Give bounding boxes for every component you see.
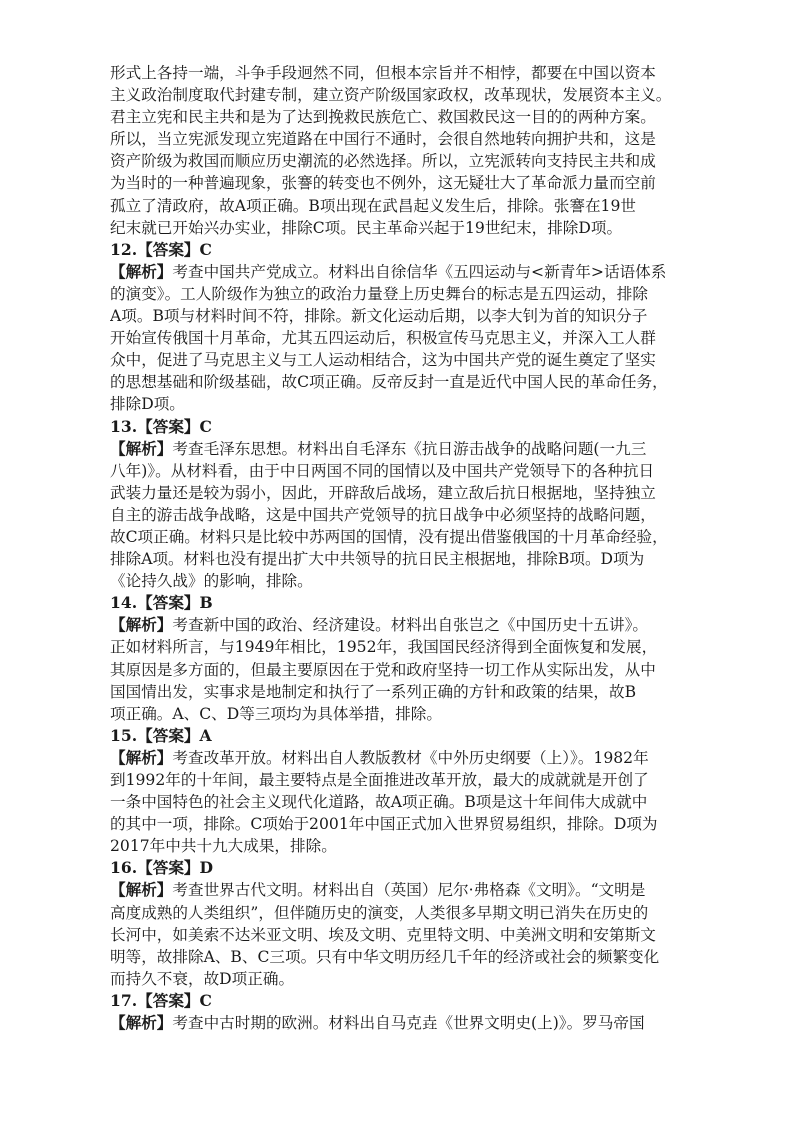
answer-line-14 xyxy=(110,592,684,614)
answer-value: C xyxy=(199,416,212,436)
analysis-text: 考查改革开放。材料出自人教版教材《中外历史纲要（上）》。1982年 xyxy=(172,748,649,767)
text-line: 自主的游击战争战略，这是中国共产党领导的抗日战争中必须坚持的战略问题， xyxy=(110,505,656,524)
question-number: 17. xyxy=(110,990,138,1010)
question-number: 16. xyxy=(110,858,138,878)
analysis-tag: 【解析】 xyxy=(110,261,173,281)
text-line: 故C项正确。材料只是比较中苏两国的国情，没有提出借鉴俄国的十月革命经验， xyxy=(110,527,668,546)
analysis-tag: 【解析】 xyxy=(110,880,173,900)
question-number: 13. xyxy=(110,416,138,436)
text-line xyxy=(110,747,684,769)
analysis-tag: 【解析】 xyxy=(110,1013,173,1033)
analysis-paragraph-14 xyxy=(110,614,684,724)
answer-line-15 xyxy=(110,725,684,747)
text-line: 八年)》。从材料看，由于中日两国不同的国情以及中国共产党领导下的各种抗日 xyxy=(110,461,655,480)
analysis-text: 考查世界古代文明。材料出自（英国）尼尔·弗格森《文明》。“文明是 xyxy=(172,881,646,900)
intro-paragraph xyxy=(110,62,684,239)
analysis-paragraph-12 xyxy=(110,261,684,416)
analysis-text: 考查中古时期的欧洲。材料出自马克垚《世界文明史(上)》。罗马帝国 xyxy=(172,1014,645,1033)
text-line xyxy=(110,614,684,636)
text-line: 开始宣传俄国十月革命，尤其五四运动后，积极宣传马克思主义，并深入工人群 xyxy=(110,329,656,348)
text-line: 排除D项。 xyxy=(110,395,185,414)
text-line: 的演变》。工人阶级作为独立的政治力量登上历史舞台的标志是五四运动，排除 xyxy=(110,284,648,303)
answer-value: C xyxy=(199,990,212,1010)
analysis-text: 考查中国共产党成立。材料出自徐信华《五四运动与<新青年>话语体系 xyxy=(172,262,667,281)
answer-analysis-content xyxy=(110,62,684,1034)
answer-tag: 【答案】 xyxy=(137,239,200,259)
text-line: 国国情出发，实事求是地制定和执行了一系列正确的方针和政策的结果，故B xyxy=(110,682,637,701)
text-line: 为当时的一种普遍现象，张謇的转变也不例外，这无疑壮大了革命派力量而空前 xyxy=(110,174,656,193)
answer-value: A xyxy=(199,725,212,745)
text-line: 《论持久战》的影响，排除。 xyxy=(110,572,313,591)
text-line: 一条中国特色的社会主义现代化道路，故A项正确。B项是这十年间伟大成就中 xyxy=(110,793,648,812)
analysis-tag: 【解析】 xyxy=(110,438,173,458)
text-line: 众中，促进了马克思主义与工人运动相结合，这为中国共产党的诞生奠定了坚实 xyxy=(110,351,656,370)
text-line: 纪末就已开始兴办实业，排除C项。民主革命兴起于19世纪末，排除D项。 xyxy=(110,218,623,237)
text-line: 形式上各持一端，斗争手段迥然不同，但根本宗旨并不相悖，都要在中国以资本 xyxy=(110,64,656,82)
analysis-paragraph-17 xyxy=(110,1012,684,1034)
text-line: 的其中一项，排除。C项始于2001年中国正式加入世界贸易组织，排除。D项为 xyxy=(110,815,658,834)
text-line: 所以，当立宪派发现立宪道路在中国行不通时，会很自然地转向拥护共和，这是 xyxy=(110,130,656,149)
text-line: 的思想基础和阶级基础，故C项正确。反帝反封一直是近代中国人民的革命任务， xyxy=(110,373,668,392)
text-line: 君主立宪和民主共和是为了达到挽救民族危亡、救国救民这一目的的两种方案。 xyxy=(110,108,656,127)
text-line: 武装力量还是较为弱小，因此，开辟敌后战场，建立敌后抗日根据地，坚持独立 xyxy=(110,483,656,502)
text-line: 孤立了清政府，故A项正确。B项出现在武昌起义发生后，排除。张謇在19世 xyxy=(110,196,636,215)
analysis-paragraph-15 xyxy=(110,747,684,857)
analysis-tag: 【解析】 xyxy=(110,615,173,635)
text-line: 长河中，如美索不达米亚文明、埃及文明、克里特文明、中美洲文明和安第斯文 xyxy=(110,925,656,944)
analysis-text: 考查新中国的政治、经济建设。材料出自张岂之《中国历史十五讲》。 xyxy=(172,616,648,635)
text-line: 排除A项。材料也没有提出扩大中共领导的抗日民主根据地，排除B项。D项为 xyxy=(110,550,645,569)
answer-line-13 xyxy=(110,416,684,438)
text-line xyxy=(110,879,684,901)
answer-line-17 xyxy=(110,990,684,1012)
analysis-tag: 【解析】 xyxy=(110,747,173,767)
answer-value: C xyxy=(199,239,212,259)
text-line: 而持久不衰，故D项正确。 xyxy=(110,969,295,988)
answer-line-12 xyxy=(110,239,684,261)
text-line xyxy=(110,438,684,460)
text-line: 其原因是多方面的，但最主要原因在于党和政府坚持一切工作从实际出发，从中 xyxy=(110,660,656,679)
answer-tag: 【答案】 xyxy=(137,725,200,745)
text-line: 2017年中共十九大成果，排除。 xyxy=(110,837,337,856)
question-number: 12. xyxy=(110,239,138,259)
text-line: A项。B项与材料时间不符，排除。新文化运动后期，以李大钊为首的知识分子 xyxy=(110,307,648,326)
analysis-paragraph-16 xyxy=(110,879,684,989)
text-line: 高度成熟的人类组织”，但伴随历史的演变，人类很多早期文明已消失在历史的 xyxy=(110,903,649,922)
text-line: 正如材料所言，与1949年相比，1952年，我国国民经济得到全面恢复和发展， xyxy=(110,638,658,657)
answer-line-16 xyxy=(110,857,684,879)
answer-tag: 【答案】 xyxy=(137,858,200,878)
answer-value: B xyxy=(199,593,213,613)
text-line: 明等，故排除A、B、C三项。只有中华文明历经几千年的经济或社会的频繁变化 xyxy=(110,947,660,966)
text-line xyxy=(110,261,684,283)
analysis-text: 考查毛泽东思想。材料出自毛泽东《抗日游击战争的战略问题(一九三 xyxy=(172,439,647,458)
text-line: 主义政治制度取代封建专制，建立资产阶级国家政权，改革现状，发展资本主义。 xyxy=(110,86,672,105)
answer-tag: 【答案】 xyxy=(137,416,200,436)
text-line: 项正确。A、C、D等三项均为具体举措，排除。 xyxy=(110,704,442,723)
text-line: 资产阶级为救国而顺应历史潮流的必然选择。所以，立宪派转向支持民主共和成 xyxy=(110,152,656,171)
text-line xyxy=(110,1012,684,1034)
question-number: 14. xyxy=(110,593,138,613)
answer-value: D xyxy=(199,858,214,878)
text-line: 到1992年的十年间，最主要特点是全面推进改革开放，最大的成就就是开创了 xyxy=(110,771,649,789)
analysis-paragraph-13 xyxy=(110,438,684,593)
question-number: 15. xyxy=(110,725,138,745)
answer-tag: 【答案】 xyxy=(137,593,200,613)
answer-tag: 【答案】 xyxy=(137,990,200,1010)
